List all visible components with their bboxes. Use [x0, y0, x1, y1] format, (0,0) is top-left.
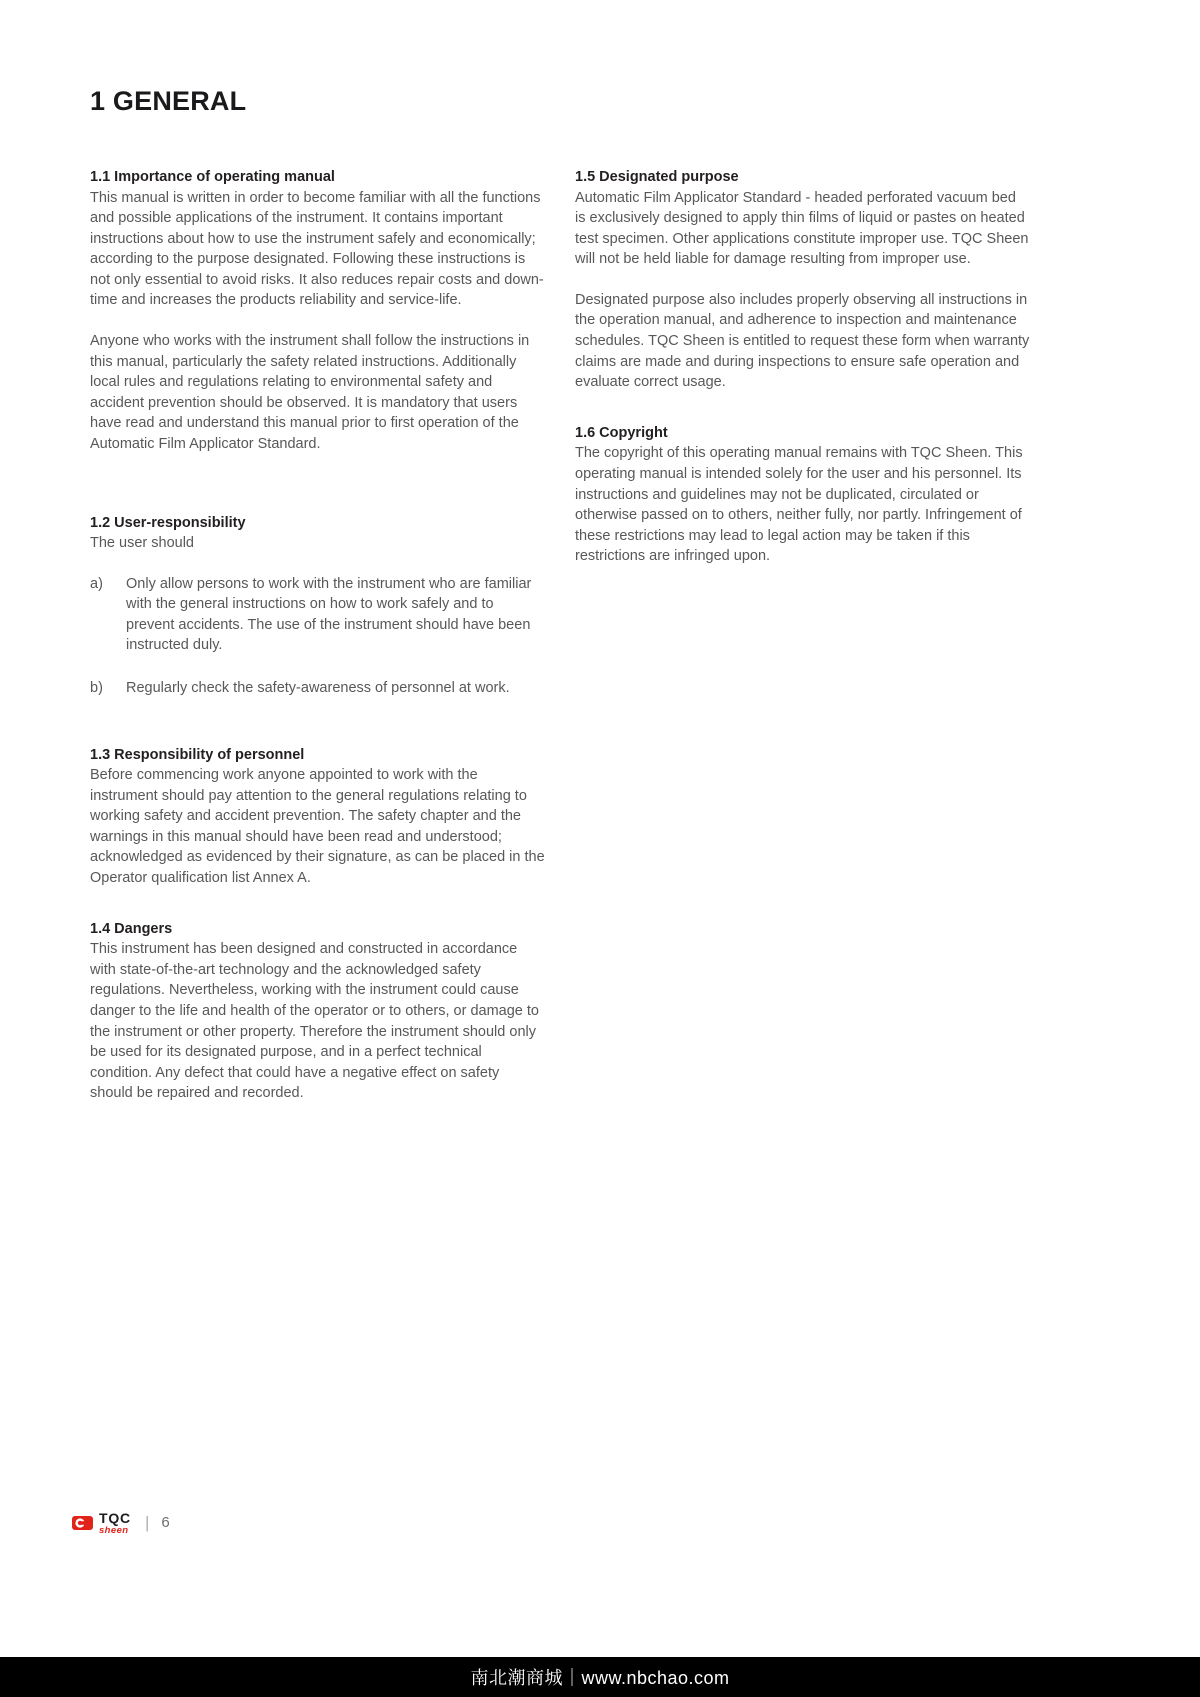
tqc-logo-icon: [72, 1515, 94, 1531]
section-heading: 1.1 Importance of operating manual: [90, 169, 335, 185]
section-1-5: [575, 167, 1030, 393]
paragraph: Designated purpose also includes properly observing all instructions in the operation manual, and adherence to inspection and maintenance schedules. TQC Sheen is entitled to request these form when warranty claims are made and during inspections to ensure safe operation and evaluate correct usage.: [575, 291, 1030, 391]
list-item-text: Only allow persons to work with the instrument who are familiar with the general instructions on how to work safely and to prevent accidents. The use of the instrument should have been instructed duly.: [126, 575, 532, 654]
section-1-2: [90, 513, 545, 699]
logo-text-tqc: TQC: [99, 1509, 131, 1526]
ordered-list: [90, 574, 545, 699]
section-heading: 1.4 Dangers: [90, 920, 173, 937]
logo-wordmark: [99, 1511, 131, 1536]
section-1-3: [90, 745, 545, 889]
left-column: [90, 167, 545, 1104]
section-1-1: [90, 167, 545, 455]
paragraph: The user should: [90, 535, 194, 552]
tqc-sheen-logo: [72, 1511, 131, 1536]
list-item: [90, 678, 545, 699]
list-marker: b): [90, 679, 103, 696]
right-column: [575, 167, 1030, 1104]
watermark-text: 南北潮商城｜www.nbchao.com: [470, 1668, 730, 1688]
section-heading: 1.3 Responsibility of personnel: [90, 746, 305, 763]
paragraph: Anyone who works with the instrument shall follow the instructions in this manual, particularly the safety related instructions. Additionally local rules and regulations relating to environmental safety and accident prevention should be observed. It is mandatory that users have read and understand this manual prior to first operation of the Automatic Film Applicator Standard.: [90, 333, 530, 452]
two-column-layout: [90, 167, 1030, 1104]
list-item-text: Regularly check the safety-awareness of personnel at work.: [126, 679, 510, 696]
section-heading: 1.6 Copyright: [575, 424, 668, 441]
paragraph: This manual is written in order to become familiar with all the functions and possible applications of the instrument. It contains important instructions about how to use the instrument safely and economically; according to the purpose designated. Following these instructions is not only essential to avoid risks. It also reduces repair costs and down-time and increases the products reliability and service-life.: [90, 189, 544, 309]
section-heading: 1.2 User-responsibility: [90, 514, 246, 531]
section-heading: 1.5 Designated purpose: [575, 169, 739, 185]
list-item: [90, 574, 545, 656]
paragraph: This instrument has been designed and constructed in accordance with state-of-the-art technology and the acknowledged safety regulations. Nevertheless, working with the instrument could cause danger to the life and health of the operator or to others, or damage to the instrument or other property. Therefore the instrument should only be used for its designated purpose, and in a perfect technical condition. Any defect that could have a negative effect on safety should be repaired and recorded.: [90, 941, 539, 1102]
paragraph: Automatic Film Applicator Standard - headed perforated vacuum bed is exclusively designed to apply thin films of liquid or pastes on heated test specimen. Other applications constitute improper use. TQC Sheen will not be held liable for damage resulting from improper use.: [575, 189, 1029, 268]
section-1-4: [90, 919, 545, 1104]
list-marker: a): [90, 575, 103, 592]
page-number: 6: [161, 1514, 170, 1532]
paragraph: The copyright of this operating manual remains with TQC Sheen. This operating manual is intended solely for the user and his personnel. Its instructions and guidelines may not be duplicated, circulated or otherwise passed on to others, neither fully, nor partly. Infringement of these restrictions may lead to legal action may be taken if this restrictions are infringed upon.: [575, 445, 1023, 565]
page-footer: [72, 1511, 170, 1536]
paragraph: Before commencing work anyone appointed to work with the instrument should pay attention to the general regulations relating to working safety and accident prevention. The safety chapter and the warnings in this manual should have been read and understood; acknowledged as evidenced by their signature, as can be placed in the Operator qualification list Annex A.: [90, 767, 545, 887]
section-1-6: [575, 423, 1030, 567]
watermark-bar: [0, 1657, 1200, 1697]
footer-divider: |: [144, 1512, 150, 1532]
page-title: 1 GENERAL: [90, 86, 247, 116]
logo-text-sheen: sheen: [99, 1524, 129, 1536]
